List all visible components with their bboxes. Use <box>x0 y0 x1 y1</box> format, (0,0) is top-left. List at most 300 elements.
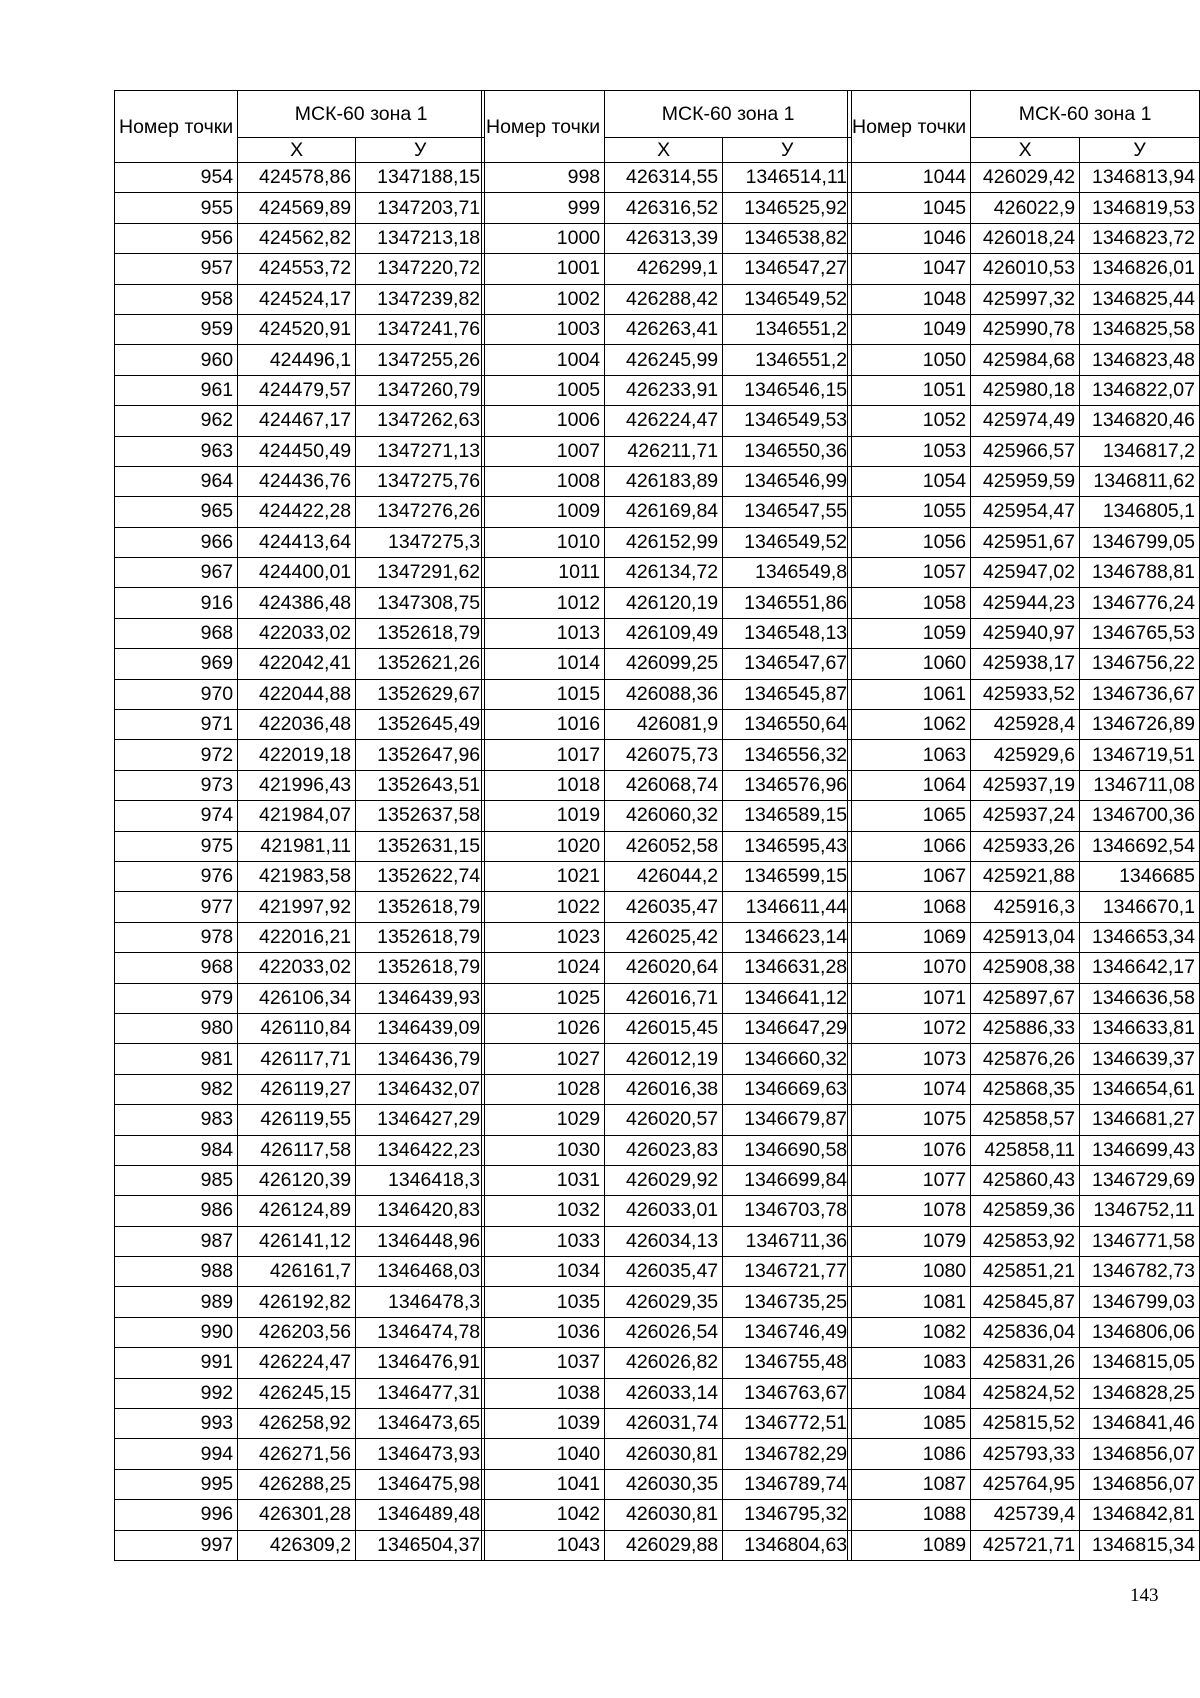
x-coordinate-cell: 426044,2 <box>605 861 723 891</box>
point-number-cell: 1041 <box>482 1469 605 1499</box>
y-coordinate-cell: 1346765,53 <box>1080 618 1200 648</box>
x-coordinate-cell: 426018,24 <box>971 223 1080 253</box>
y-coordinate-cell: 1346474,78 <box>356 1317 485 1347</box>
point-number-cell: 956 <box>115 223 238 253</box>
y-coordinate-cell: 1346448,96 <box>356 1226 485 1256</box>
x-coordinate-cell: 425938,17 <box>971 649 1080 679</box>
table-row <box>115 1530 485 1560</box>
y-coordinate-cell: 1346504,37 <box>356 1530 485 1560</box>
x-coordinate-cell: 425886,33 <box>971 1013 1080 1043</box>
point-number-cell: 1030 <box>482 1135 605 1165</box>
table-row <box>848 375 1200 405</box>
point-number-cell: 1067 <box>848 861 971 891</box>
table-row <box>848 618 1200 648</box>
x-coordinate-cell: 426020,64 <box>605 953 723 983</box>
y-coordinate-cell: 1346756,22 <box>1080 649 1200 679</box>
table-row <box>482 1257 852 1287</box>
table-row <box>848 497 1200 527</box>
table-row <box>115 558 485 588</box>
y-coordinate-cell: 1347271,13 <box>356 436 485 466</box>
table-row <box>848 1439 1200 1469</box>
coordinates-table-2 <box>481 90 852 1561</box>
table-row <box>848 558 1200 588</box>
y-coordinate-cell: 1346549,8 <box>723 558 852 588</box>
table-row <box>482 1165 852 1195</box>
y-coordinate-cell: 1346547,55 <box>723 497 852 527</box>
y-coordinate-cell: 1347203,71 <box>356 193 485 223</box>
table-row <box>115 1500 485 1530</box>
x-coordinate-cell: 426117,71 <box>238 1044 356 1074</box>
point-number-cell: 973 <box>115 770 238 800</box>
y-coordinate-cell: 1346551,2 <box>723 314 852 344</box>
y-coordinate-cell: 1346546,15 <box>723 375 852 405</box>
table-row <box>115 892 485 922</box>
table-row <box>482 497 852 527</box>
y-coordinate-cell: 1346551,86 <box>723 588 852 618</box>
point-number-cell: 1007 <box>482 436 605 466</box>
table-row <box>115 983 485 1013</box>
y-coordinate-cell: 1346436,79 <box>356 1044 485 1074</box>
point-number-cell: 1054 <box>848 466 971 496</box>
x-coordinate-cell: 426134,72 <box>605 558 723 588</box>
x-coordinate-cell: 421984,07 <box>238 801 356 831</box>
x-coordinate-cell: 426029,92 <box>605 1165 723 1195</box>
y-coordinate-cell: 1346788,81 <box>1080 558 1200 588</box>
x-coordinate-cell: 426120,39 <box>238 1165 356 1195</box>
page-number: 143 <box>1130 1585 1159 1606</box>
x-coordinate-cell: 426034,13 <box>605 1226 723 1256</box>
x-coordinate-cell: 425860,43 <box>971 1165 1080 1195</box>
y-coordinate-cell: 1346699,43 <box>1080 1135 1200 1165</box>
x-coordinate-cell: 425793,33 <box>971 1439 1080 1469</box>
y-coordinate-cell: 1346478,3 <box>356 1287 485 1317</box>
table-row <box>482 892 852 922</box>
x-coordinate-cell: 424436,76 <box>238 466 356 496</box>
point-number-cell: 999 <box>482 193 605 223</box>
point-number-cell: 964 <box>115 466 238 496</box>
y-column-header: У <box>723 138 852 163</box>
y-coordinate-cell: 1346432,07 <box>356 1074 485 1104</box>
point-number-cell: 1068 <box>848 892 971 922</box>
y-coordinate-cell: 1346823,48 <box>1080 345 1200 375</box>
y-coordinate-cell: 1346548,13 <box>723 618 852 648</box>
x-coordinate-cell: 425937,24 <box>971 801 1080 831</box>
y-coordinate-cell: 1346633,81 <box>1080 1013 1200 1043</box>
point-number-cell: 1002 <box>482 284 605 314</box>
table-row <box>482 527 852 557</box>
table-row <box>482 254 852 284</box>
table-row <box>115 375 485 405</box>
x-coordinate-cell: 421997,92 <box>238 892 356 922</box>
y-coordinate-cell: 1346771,58 <box>1080 1226 1200 1256</box>
point-number-cell: 1086 <box>848 1439 971 1469</box>
point-number-cell: 975 <box>115 831 238 861</box>
table-row <box>848 314 1200 344</box>
x-coordinate-cell: 426016,38 <box>605 1074 723 1104</box>
point-number-cell: 968 <box>115 618 238 648</box>
point-number-cell: 1062 <box>848 710 971 740</box>
point-number-cell: 982 <box>115 1074 238 1104</box>
x-coordinate-cell: 424524,17 <box>238 284 356 314</box>
y-coordinate-cell: 1346719,51 <box>1080 740 1200 770</box>
y-coordinate-cell: 1346729,69 <box>1080 1165 1200 1195</box>
table-row <box>482 1500 852 1530</box>
x-coordinate-cell: 425897,67 <box>971 983 1080 1013</box>
x-coordinate-cell: 425764,95 <box>971 1469 1080 1499</box>
x-coordinate-cell: 426117,58 <box>238 1135 356 1165</box>
x-coordinate-cell: 426088,36 <box>605 679 723 709</box>
table-row <box>482 953 852 983</box>
x-coordinate-cell: 426211,71 <box>605 436 723 466</box>
table-row <box>848 1348 1200 1378</box>
table-row <box>115 1378 485 1408</box>
y-coordinate-cell: 1346782,73 <box>1080 1257 1200 1287</box>
x-coordinate-cell: 426060,32 <box>605 801 723 831</box>
y-coordinate-cell: 1346647,29 <box>723 1013 852 1043</box>
point-number-cell: 972 <box>115 740 238 770</box>
table-row <box>848 436 1200 466</box>
point-number-cell: 1036 <box>482 1317 605 1347</box>
table-row <box>848 1257 1200 1287</box>
point-number-cell: 1049 <box>848 314 971 344</box>
x-coordinate-cell: 424479,57 <box>238 375 356 405</box>
point-number-cell: 1000 <box>482 223 605 253</box>
table-row <box>848 649 1200 679</box>
y-coordinate-cell: 1346828,25 <box>1080 1378 1200 1408</box>
point-number-cell: 1038 <box>482 1378 605 1408</box>
point-number-cell: 1015 <box>482 679 605 709</box>
y-coordinate-cell: 1346525,92 <box>723 193 852 223</box>
table-row <box>848 1165 1200 1195</box>
table-row <box>482 1439 852 1469</box>
point-number-cell: 991 <box>115 1348 238 1378</box>
point-number-cell: 957 <box>115 254 238 284</box>
y-coordinate-cell: 1352647,96 <box>356 740 485 770</box>
point-number-cell: 977 <box>115 892 238 922</box>
point-number-cell: 970 <box>115 679 238 709</box>
y-coordinate-cell: 1346549,53 <box>723 406 852 436</box>
y-coordinate-cell: 1346642,17 <box>1080 953 1200 983</box>
point-number-cell: 1053 <box>848 436 971 466</box>
x-coordinate-cell: 425921,88 <box>971 861 1080 891</box>
x-coordinate-cell: 426025,42 <box>605 922 723 952</box>
table-row <box>848 193 1200 223</box>
y-coordinate-cell: 1346815,05 <box>1080 1348 1200 1378</box>
point-number-cell: 1075 <box>848 1105 971 1135</box>
point-number-cell: 992 <box>115 1378 238 1408</box>
x-coordinate-cell: 422042,41 <box>238 649 356 679</box>
y-coordinate-cell: 1346752,11 <box>1080 1196 1200 1226</box>
coordinate-table <box>847 90 1200 1561</box>
y-coordinate-cell: 1346799,03 <box>1080 1287 1200 1317</box>
coordinate-table <box>114 90 485 1561</box>
table-row <box>848 922 1200 952</box>
point-number-cell: 1010 <box>482 527 605 557</box>
table-row <box>115 649 485 679</box>
point-number-cell: 1060 <box>848 649 971 679</box>
table-row <box>848 1469 1200 1499</box>
point-number-cell: 974 <box>115 801 238 831</box>
table-row <box>115 1074 485 1104</box>
y-coordinate-cell: 1346804,63 <box>723 1530 852 1560</box>
x-coordinate-cell: 426183,89 <box>605 466 723 496</box>
y-coordinate-cell: 1346641,12 <box>723 983 852 1013</box>
y-coordinate-cell: 1347308,75 <box>356 588 485 618</box>
y-coordinate-cell: 1346420,83 <box>356 1196 485 1226</box>
x-coordinate-cell: 425951,67 <box>971 527 1080 557</box>
x-coordinate-cell: 422033,02 <box>238 618 356 648</box>
table-row <box>848 1013 1200 1043</box>
y-coordinate-cell: 1346556,32 <box>723 740 852 770</box>
table-row <box>848 1105 1200 1135</box>
point-number-cell: 994 <box>115 1439 238 1469</box>
x-coordinate-cell: 425966,57 <box>971 436 1080 466</box>
table-row <box>115 1044 485 1074</box>
x-coordinate-cell: 426313,39 <box>605 223 723 253</box>
point-number-cell: 1077 <box>848 1165 971 1195</box>
y-coordinate-cell: 1346477,31 <box>356 1378 485 1408</box>
point-number-cell: 1018 <box>482 770 605 800</box>
point-number-cell: 1073 <box>848 1044 971 1074</box>
y-coordinate-cell: 1347260,79 <box>356 375 485 405</box>
x-coordinate-cell: 422019,18 <box>238 740 356 770</box>
x-coordinate-cell: 426031,74 <box>605 1409 723 1439</box>
point-number-cell: 983 <box>115 1105 238 1135</box>
x-coordinate-cell: 426016,71 <box>605 983 723 1013</box>
y-coordinate-cell: 1346468,03 <box>356 1257 485 1287</box>
table-row <box>115 1409 485 1439</box>
x-coordinate-cell: 426033,14 <box>605 1378 723 1408</box>
y-coordinate-cell: 1346422,23 <box>356 1135 485 1165</box>
y-coordinate-cell: 1346820,46 <box>1080 406 1200 436</box>
table-row <box>482 618 852 648</box>
point-number-cell: 1008 <box>482 466 605 496</box>
coordinate-system-header: МСК-60 зона 1 <box>605 91 852 138</box>
point-number-cell: 958 <box>115 284 238 314</box>
table-row <box>482 1226 852 1256</box>
table-row <box>115 770 485 800</box>
point-number-cell: 1044 <box>848 163 971 193</box>
coordinates-table-3 <box>847 90 1200 1561</box>
point-number-cell: 1079 <box>848 1226 971 1256</box>
table-row <box>482 740 852 770</box>
point-number-cell: 1078 <box>848 1196 971 1226</box>
x-coordinate-cell: 426035,47 <box>605 1257 723 1287</box>
table-row <box>482 588 852 618</box>
table-row <box>482 163 852 193</box>
y-coordinate-cell: 1347255,26 <box>356 345 485 375</box>
point-number-cell: 1039 <box>482 1409 605 1439</box>
table-row <box>115 223 485 253</box>
y-coordinate-cell: 1346549,52 <box>723 284 852 314</box>
x-coordinate-cell: 426030,81 <box>605 1500 723 1530</box>
x-coordinate-cell: 426288,42 <box>605 284 723 314</box>
point-number-cell: 1020 <box>482 831 605 861</box>
x-coordinate-cell: 426119,27 <box>238 1074 356 1104</box>
point-number-cell: 1045 <box>848 193 971 223</box>
point-number-cell: 1016 <box>482 710 605 740</box>
point-number-cell: 1019 <box>482 801 605 831</box>
point-number-cell: 1057 <box>848 558 971 588</box>
y-coordinate-cell: 1346815,34 <box>1080 1530 1200 1560</box>
y-coordinate-cell: 1346822,07 <box>1080 375 1200 405</box>
x-coordinate-cell: 425858,11 <box>971 1135 1080 1165</box>
x-coordinate-cell: 426224,47 <box>605 406 723 436</box>
point-number-cell: 1050 <box>848 345 971 375</box>
table-row <box>848 831 1200 861</box>
coordinate-system-header: МСК-60 зона 1 <box>238 91 485 138</box>
point-number-cell: 954 <box>115 163 238 193</box>
x-coordinate-cell: 425859,36 <box>971 1196 1080 1226</box>
x-coordinate-cell: 426030,35 <box>605 1469 723 1499</box>
point-number-cell: 966 <box>115 527 238 557</box>
x-coordinate-cell: 425908,38 <box>971 953 1080 983</box>
y-coordinate-cell: 1346547,27 <box>723 254 852 284</box>
point-number-cell: 981 <box>115 1044 238 1074</box>
x-coordinate-cell: 426068,74 <box>605 770 723 800</box>
table-row <box>115 254 485 284</box>
point-number-cell: 1069 <box>848 922 971 952</box>
point-number-cell: 1037 <box>482 1348 605 1378</box>
y-coordinate-cell: 1346476,91 <box>356 1348 485 1378</box>
point-number-cell: 1014 <box>482 649 605 679</box>
table-row <box>848 740 1200 770</box>
x-coordinate-cell: 425851,21 <box>971 1257 1080 1287</box>
point-number-cell: 962 <box>115 406 238 436</box>
table-row <box>482 558 852 588</box>
y-coordinate-cell: 1347275,76 <box>356 466 485 496</box>
table-row <box>848 1287 1200 1317</box>
table-row <box>482 1287 852 1317</box>
table-row <box>848 983 1200 1013</box>
y-coordinate-cell: 1346711,08 <box>1080 770 1200 800</box>
y-coordinate-cell: 1346550,64 <box>723 710 852 740</box>
table-row <box>482 770 852 800</box>
y-coordinate-cell: 1346418,3 <box>356 1165 485 1195</box>
y-coordinate-cell: 1346776,24 <box>1080 588 1200 618</box>
point-number-cell: 1043 <box>482 1530 605 1560</box>
y-coordinate-cell: 1346427,29 <box>356 1105 485 1135</box>
table-row <box>482 436 852 466</box>
x-coordinate-cell: 426026,82 <box>605 1348 723 1378</box>
x-coordinate-cell: 426110,84 <box>238 1013 356 1043</box>
x-coordinate-cell: 426030,81 <box>605 1439 723 1469</box>
x-coordinate-cell: 425990,78 <box>971 314 1080 344</box>
y-coordinate-cell: 1352618,79 <box>356 892 485 922</box>
x-coordinate-cell: 425868,35 <box>971 1074 1080 1104</box>
coordinate-system-header: МСК-60 зона 1 <box>971 91 1200 138</box>
table-row <box>482 1348 852 1378</box>
point-number-cell: 1047 <box>848 254 971 284</box>
y-coordinate-cell: 1346789,74 <box>723 1469 852 1499</box>
x-coordinate-cell: 421996,43 <box>238 770 356 800</box>
table-row <box>482 1317 852 1347</box>
table-row <box>115 314 485 344</box>
y-coordinate-cell: 1346595,43 <box>723 831 852 861</box>
point-number-cell: 1006 <box>482 406 605 436</box>
x-coordinate-cell: 426029,35 <box>605 1287 723 1317</box>
table-row <box>482 375 852 405</box>
point-number-cell: 1026 <box>482 1013 605 1043</box>
x-coordinate-cell: 426124,89 <box>238 1196 356 1226</box>
point-number-cell: 997 <box>115 1530 238 1560</box>
table-row <box>482 1044 852 1074</box>
table-row <box>115 1165 485 1195</box>
x-coordinate-cell: 424400,01 <box>238 558 356 588</box>
point-number-cell: 1005 <box>482 375 605 405</box>
point-number-cell: 1084 <box>848 1378 971 1408</box>
y-coordinate-cell: 1352645,49 <box>356 710 485 740</box>
point-number-cell: 1063 <box>848 740 971 770</box>
table-row <box>848 1409 1200 1439</box>
table-row <box>482 983 852 1013</box>
table-row <box>115 1135 485 1165</box>
point-number-cell: 1025 <box>482 983 605 1013</box>
point-number-cell: 1061 <box>848 679 971 709</box>
table-row <box>848 679 1200 709</box>
table-row <box>848 1044 1200 1074</box>
x-coordinate-cell: 425947,02 <box>971 558 1080 588</box>
point-number-cell: 1066 <box>848 831 971 861</box>
point-number-cell: 1071 <box>848 983 971 1013</box>
x-coordinate-cell: 426012,19 <box>605 1044 723 1074</box>
y-coordinate-cell: 1346550,36 <box>723 436 852 466</box>
table-row <box>482 861 852 891</box>
table-row <box>115 861 485 891</box>
x-coordinate-cell: 426029,42 <box>971 163 1080 193</box>
point-number-cell: 969 <box>115 649 238 679</box>
point-number-cell: 1065 <box>848 801 971 831</box>
table-row <box>115 345 485 375</box>
table-row <box>115 1317 485 1347</box>
x-coordinate-cell: 426099,25 <box>605 649 723 679</box>
y-coordinate-cell: 1346825,44 <box>1080 284 1200 314</box>
x-coordinate-cell: 426081,9 <box>605 710 723 740</box>
x-coordinate-cell: 425997,32 <box>971 284 1080 314</box>
table-row <box>848 406 1200 436</box>
y-coordinate-cell: 1352618,79 <box>356 953 485 983</box>
x-coordinate-cell: 426161,7 <box>238 1257 356 1287</box>
y-coordinate-cell: 1347239,82 <box>356 284 485 314</box>
table-row <box>482 406 852 436</box>
x-coordinate-cell: 422044,88 <box>238 679 356 709</box>
y-coordinate-cell: 1352637,58 <box>356 801 485 831</box>
point-number-cell: 1040 <box>482 1439 605 1469</box>
table-row <box>482 922 852 952</box>
table-row <box>482 284 852 314</box>
x-coordinate-cell: 426075,73 <box>605 740 723 770</box>
x-coordinate-cell: 426023,83 <box>605 1135 723 1165</box>
table-row <box>848 861 1200 891</box>
y-column-header: У <box>1080 138 1200 163</box>
point-number-cell: 985 <box>115 1165 238 1195</box>
table-row <box>115 1226 485 1256</box>
table-row <box>482 1135 852 1165</box>
y-coordinate-cell: 1346473,65 <box>356 1409 485 1439</box>
x-coordinate-cell: 426299,1 <box>605 254 723 284</box>
y-coordinate-cell: 1346692,54 <box>1080 831 1200 861</box>
x-coordinate-cell: 424569,89 <box>238 193 356 223</box>
point-number-cell: 979 <box>115 983 238 1013</box>
point-number-cell: 1042 <box>482 1500 605 1530</box>
table-row <box>115 831 485 861</box>
y-coordinate-cell: 1346473,93 <box>356 1439 485 1469</box>
x-coordinate-cell: 424422,28 <box>238 497 356 527</box>
point-number-cell: 1003 <box>482 314 605 344</box>
table-row <box>848 1530 1200 1560</box>
point-number-cell: 1011 <box>482 558 605 588</box>
y-coordinate-cell: 1346623,14 <box>723 922 852 952</box>
